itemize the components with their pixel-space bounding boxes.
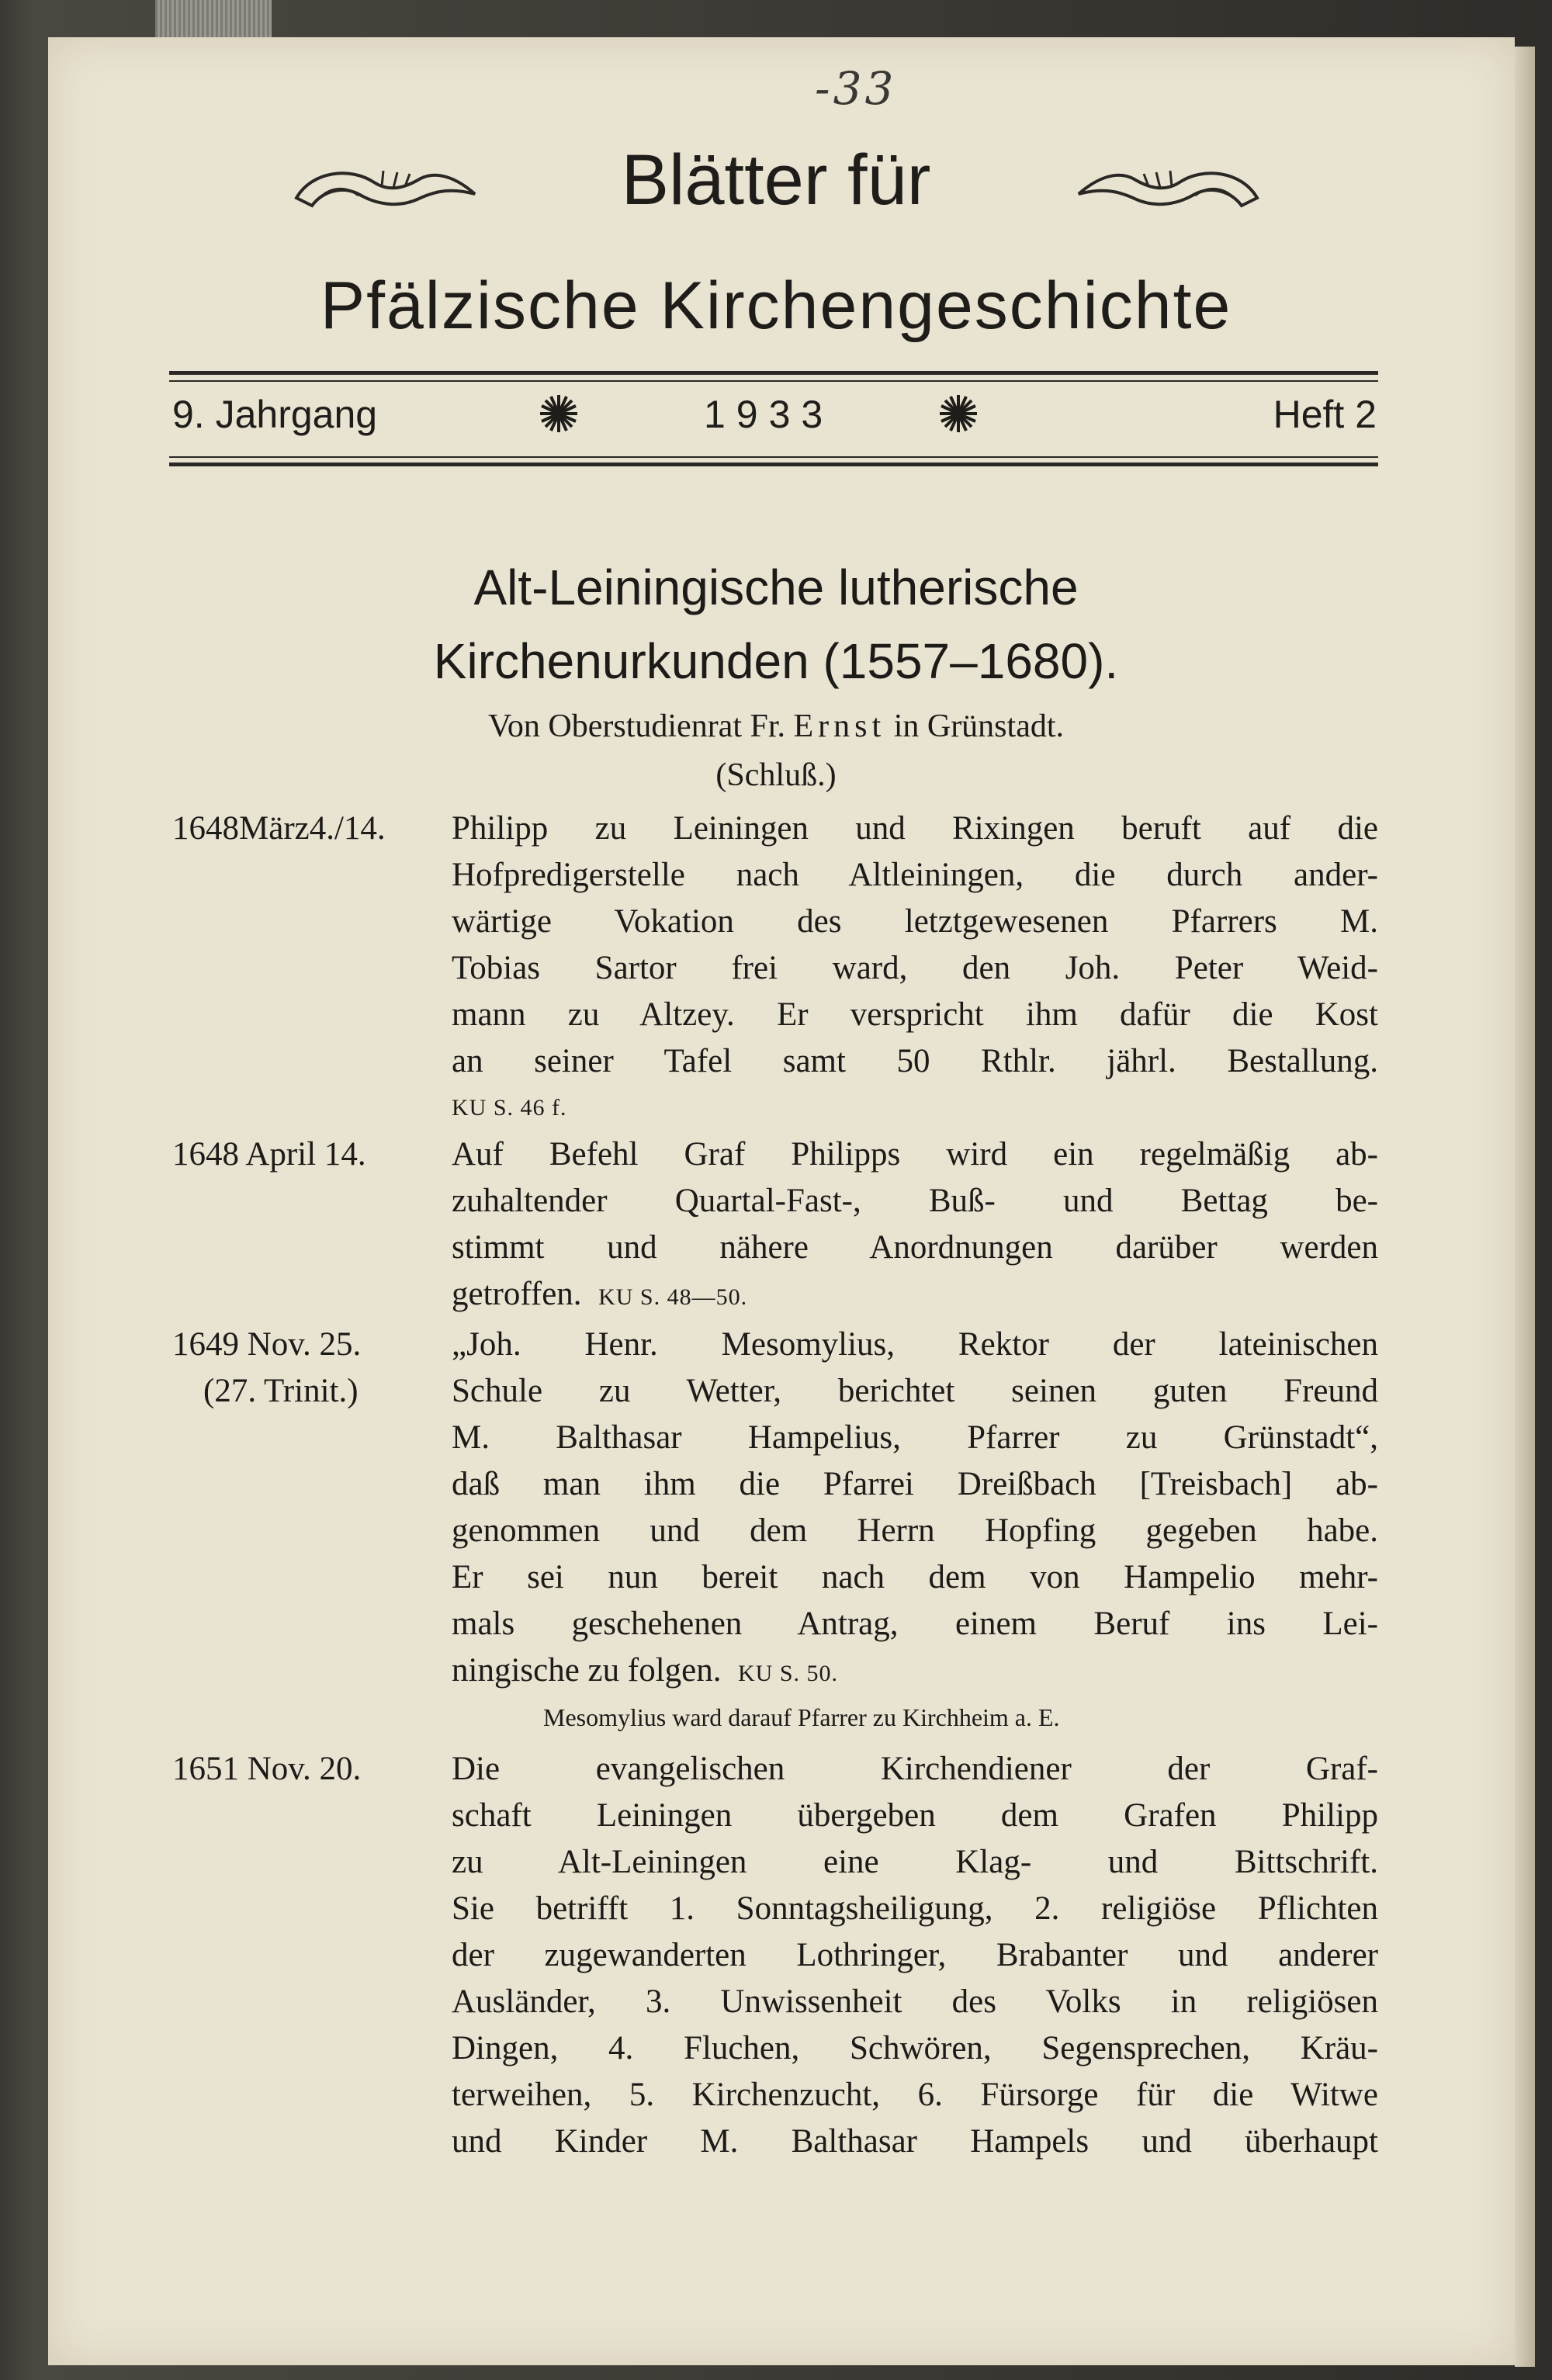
entry-line: getroffen. [452,1276,582,1312]
article-subtitle: (Schluß.) [715,757,837,793]
entry-line: zu Alt-Leiningen eine Klag- und Bittschrift. [452,1844,1378,1880]
entry-date: 1648 April 14. [172,1136,366,1173]
masthead-line-1: Blätter für [621,140,931,220]
year-label: 1933 [704,393,834,436]
masthead-rule-bottom [169,462,1378,466]
byline-author: Ernst [793,708,886,744]
masthead-rule-top-thin [169,380,1378,382]
entry-reference: KU S. 48—50. [598,1284,748,1310]
entry-text [452,1322,1378,1697]
entry-line: daß man ihm die Pfarrei Dreißbach [Treisbach] ab- [452,1466,1378,1502]
issue-line [172,392,1377,446]
entry-line: „Joh. Henr. Mesomylius, Rektor der lateinischen [452,1326,1378,1363]
entry-line: terweihen, 5. Kirchenzucht, 6. Fürsorge für die Witwe [452,2077,1378,2113]
entry-line-with-ref [452,1647,1378,1697]
entry-note: Mesomylius ward darauf Pfarrer zu Kirchheim a. E. [543,1703,1060,1731]
binding-strip [155,0,272,37]
entry-line: zuhaltender Quartal-Fast-, Buß- und Bettag be- [452,1183,1378,1219]
entry-line: mann zu Altzey. Er verspricht ihm dafür die Kost [452,996,1378,1033]
entry-reference: KU S. 46 f. [452,1095,567,1121]
entry-line: Tobias Sartor frei ward, den Joh. Peter Weid- [452,950,1378,986]
entry-line: ningische zu folgen. [452,1652,722,1689]
entry-line: Er sei nun bereit nach dem von Hampelio mehr- [452,1559,1378,1595]
entry-line: M. Balthasar Hampelius, Pfarrer zu Grünstadt“, [452,1419,1378,1456]
entry-date-line-2: (27. Trinit.) [203,1373,359,1409]
entry-line: Die evangelischen Kirchendiener der Graf- [452,1751,1378,1787]
entry-line: an seiner Tafel samt 50 Rthlr. jährl. Bestallung. [452,1043,1378,1079]
article-title-line-1: Alt-Leiningische lutherische [473,559,1079,615]
entry-line: Philipp zu Leiningen und Rixingen beruft auf die [452,810,1378,847]
entry-line: der zugewanderten Lothringer, Brabanter und anderer [452,1937,1378,1973]
entry-text [452,1746,1378,2165]
article-title-line-2: Kirchenurkunden (1557–1680). [433,633,1119,689]
entry-line: Sie betrifft 1. Sonntagsheiligung, 2. religiöse Pflichten [452,1890,1378,1927]
issue-label: Heft 2 [1273,393,1377,436]
byline-suffix: in Grünstadt. [893,708,1064,744]
entry-line: Auf Befehl Graf Philipps wird ein regelmäßig ab- [452,1136,1378,1173]
entry-text [452,1131,1378,1321]
entry-line: Hofpredigerstelle nach Altleiningen, die durch ander- [452,857,1378,893]
entry-date-line-1: 1649 Nov. 25. [172,1326,362,1363]
entry-date: 1648März4./14. [172,810,386,847]
entry-line-with-ref [452,1271,1378,1321]
entry-line: wärtige Vokation des letztgewesenen Pfarrers M. [452,903,1378,940]
entry-line: und Kinder M. Balthasar Hampels und überhaupt [452,2123,1378,2160]
page-edge [1515,47,1535,2367]
entry-line: mals geschehenen Antrag, einem Beruf ins Lei- [452,1606,1378,1642]
entry-line: stimmt und nähere Anordnungen darüber werden [452,1229,1378,1266]
entry-line: schaft Leiningen übergeben dem Grafen Philipp [452,1797,1378,1834]
entry-line: Dingen, 4. Fluchen, Schwören, Segensprechen, Kräu- [452,2030,1378,2066]
entry-date: 1651 Nov. 20. [172,1751,362,1787]
star-ornament-icon [537,392,580,435]
entry-text [452,805,1378,1131]
volume-label: 9. Jahrgang [172,393,378,436]
entry-date [172,1322,444,1415]
masthead-rule-top [169,371,1378,375]
folio-number: -33 [815,62,897,115]
star-ornament-icon [937,392,980,435]
masthead-rule-bottom-thin [169,456,1378,458]
byline-prefix: Von Oberstudienrat Fr. [488,708,786,744]
entry-reference: KU S. 50. [738,1661,839,1686]
entry-line: Ausländer, 3. Unwissenheit des Volks in religiösen [452,1983,1378,2020]
masthead-line-2: Pfälzische Kirchengeschichte [320,268,1232,343]
entry-line: Schule zu Wetter, berichtet seinen guten Freund [452,1373,1378,1409]
entry-line: genommen und dem Herrn Hopfing gegeben habe. [452,1512,1378,1549]
article-byline [0,708,1552,745]
